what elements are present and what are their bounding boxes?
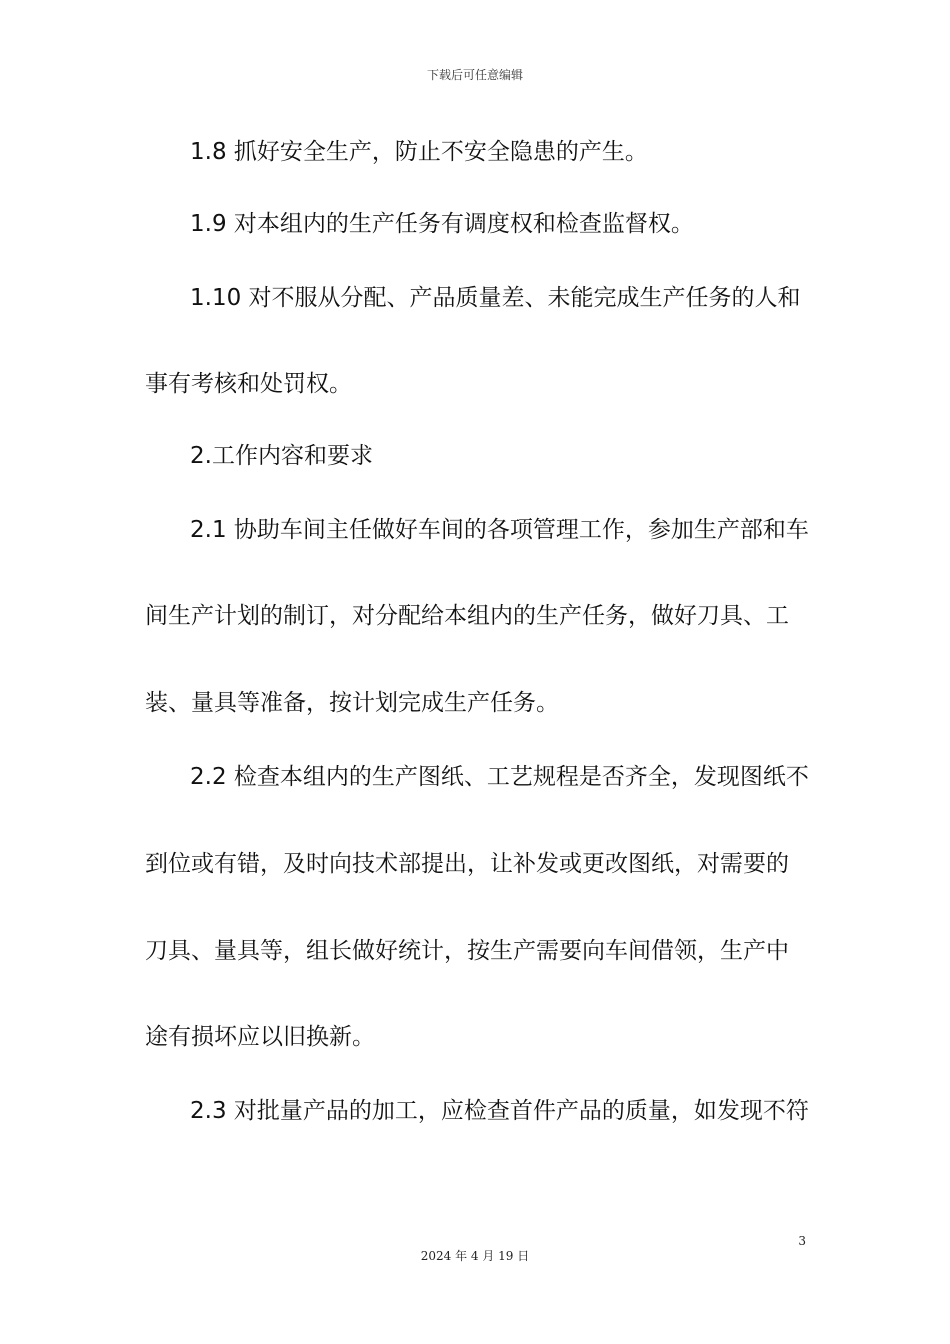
paragraph-line: 1.8 抓好安全生产，防止不安全隐患的产生。 xyxy=(190,139,648,165)
paragraph-line: 到位或有错，及时向技术部提出，让补发或更改图纸，对需要的 xyxy=(145,851,789,877)
paragraph-line: 2.3 对批量产品的加工，应检查首件产品的质量，如发现不符 xyxy=(190,1098,809,1124)
paragraph-line: 途有损坏应以旧换新。 xyxy=(145,1024,375,1050)
paragraph-line: 事有考核和处罚权。 xyxy=(145,371,352,397)
paragraph-line: 1.9 对本组内的生产任务有调度权和检查监督权。 xyxy=(190,211,694,237)
paragraph-line: 1.10 对不服从分配、产品质量差、未能完成生产任务的人和 xyxy=(190,285,801,311)
paragraph-line: 间生产计划的制订，对分配给本组内的生产任务，做好刀具、工 xyxy=(145,603,789,629)
paragraph-line: 2.2 检查本组内的生产图纸、工艺规程是否齐全，发现图纸不 xyxy=(190,764,809,790)
page-number: 3 xyxy=(798,1234,806,1248)
footer-date: 2024 年 4 月 19 日 xyxy=(420,1249,530,1263)
paragraph-line: 装、量具等准备，按计划完成生产任务。 xyxy=(145,690,559,716)
paragraph-line: 2.1 协助车间主任做好车间的各项管理工作，参加生产部和车 xyxy=(190,517,809,543)
page-header: 下载后可任意编辑 xyxy=(426,68,523,82)
paragraph-line: 刀具、量具等，组长做好统计，按生产需要向车间借领，生产中 xyxy=(145,938,789,964)
section-heading: 2.工作内容和要求 xyxy=(190,443,373,469)
